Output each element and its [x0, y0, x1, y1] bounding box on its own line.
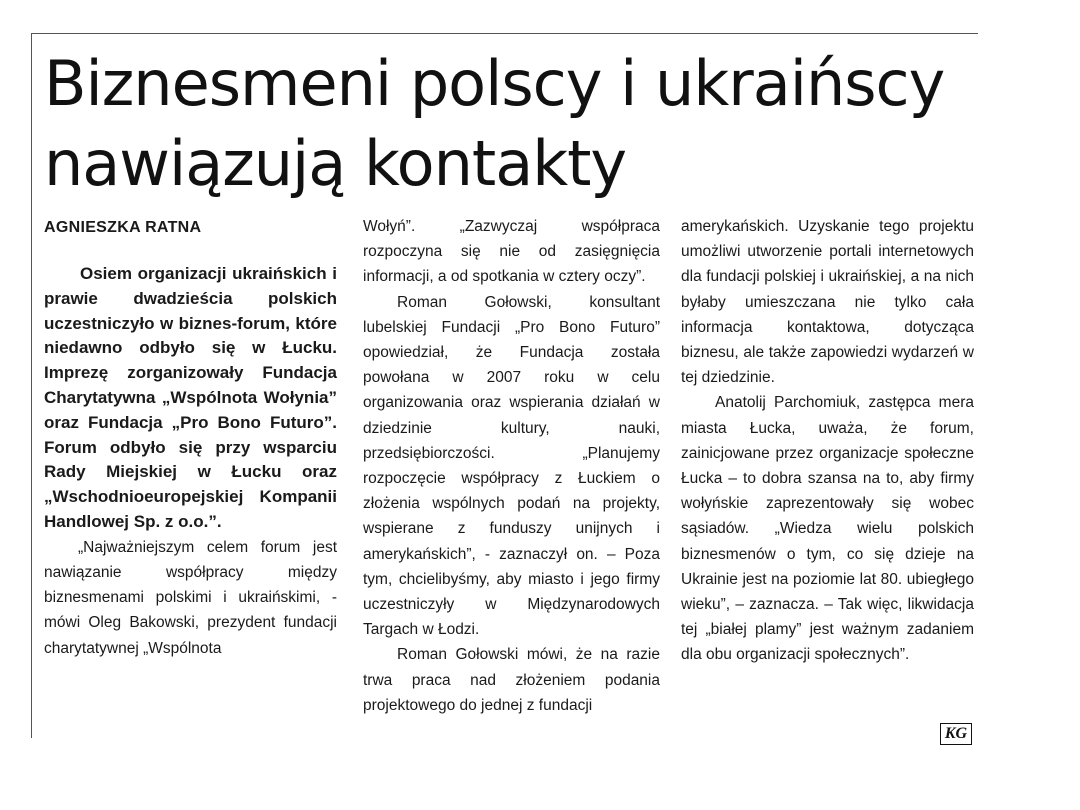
- article-column-3: [681, 214, 974, 668]
- left-rule: [31, 33, 32, 738]
- article-lead: Osiem organizacji ukraińskich i prawie dwadzieścia polskich uczestniczyło w biznes-forum, które niedawno odbyło się w Łucku. Imprezę zorganizowały Fundacja Charytatywna „Wspólnota Wołynia” oraz Fundacja „Pro Bono Futuro”. Forum odbyło się przy wsparciu Rady Miejskiej w Łucku oraz „Wschodnioeuropejskiej Kompanii Handlowej Sp. z o.o.”.: [44, 264, 337, 531]
- publication-badge: KG: [940, 723, 972, 745]
- article-paragraph: Wołyń”. „Zazwyczaj współpraca rozpoczyna się nie od zasięgnięcia informacji, a od spotkania w cztery oczy”.: [363, 218, 660, 286]
- article-paragraph: Anatolij Parchomiuk, zastępca mera miasta Łucka, uważa, że forum, zainicjowane przez organizacje społeczne Łucka – to dobra szansa na to, aby firmy wołyńskie zaprezentowały się wobec sąsiadów. „Wiedza wielu polskich biznesmenów o tym, co się dzieje na Ukrainie jest na poziomie lat 80. ubiegłego wieku”, – zaznacza. – Tak więc, likwidacja tej „białej plamy” jest ważnym zadaniem dla obu organizacji społecznych”.: [681, 394, 974, 664]
- article-column-1: [44, 214, 337, 661]
- article-column-2: [363, 214, 660, 718]
- top-rule: [31, 33, 978, 34]
- article-paragraph: amerykańskich. Uzyskanie tego projektu umożliwi utworzenie portali internetowych dla fundacji polskiej i ukraińskiej, a na nich byłaby umieszczana nie tylko cała informacja kontaktowa, dotycząca biznesu, ale także zapowiedzi wydarzeń w tej dziedzinie.: [681, 218, 974, 387]
- article-headline: Biznesmeni polscy i ukraińscy nawiązują kontakty: [44, 47, 945, 200]
- author-byline: AGNIESZKA RATNA: [44, 219, 202, 236]
- article-paragraph: Roman Gołowski mówi, że na razie trwa praca nad złożeniem podania projektowego do jednej z fundacji: [363, 646, 660, 714]
- article-paragraph: Roman Gołowski, konsultant lubelskiej Fundacji „Pro Bono Futuro” opowiedział, że Fundacja została powołana w 2007 roku w celu organizowania oraz wspierania działań w dziedzinie kultury, nauki, przedsiębiorczości. „Planujemy rozpoczęcie współpracy z Łuckiem o złożenia wspólnych podań na projekty, wspierane z funduszy unijnych i amerykańskich”, - zaznaczył on. – Poza tym, chcielibyśmy, aby miasto i jego firmy uczestniczyły w Międzynarodowych Targach w Łodzi.: [363, 293, 660, 639]
- article-paragraph: „Najważniejszym celem forum jest nawiązanie współpracy między biznesmenami polskimi i ukraińskimi, - mówi Oleg Bakowski, prezydent fundacji charytatywnej „Wspólnota: [44, 538, 337, 657]
